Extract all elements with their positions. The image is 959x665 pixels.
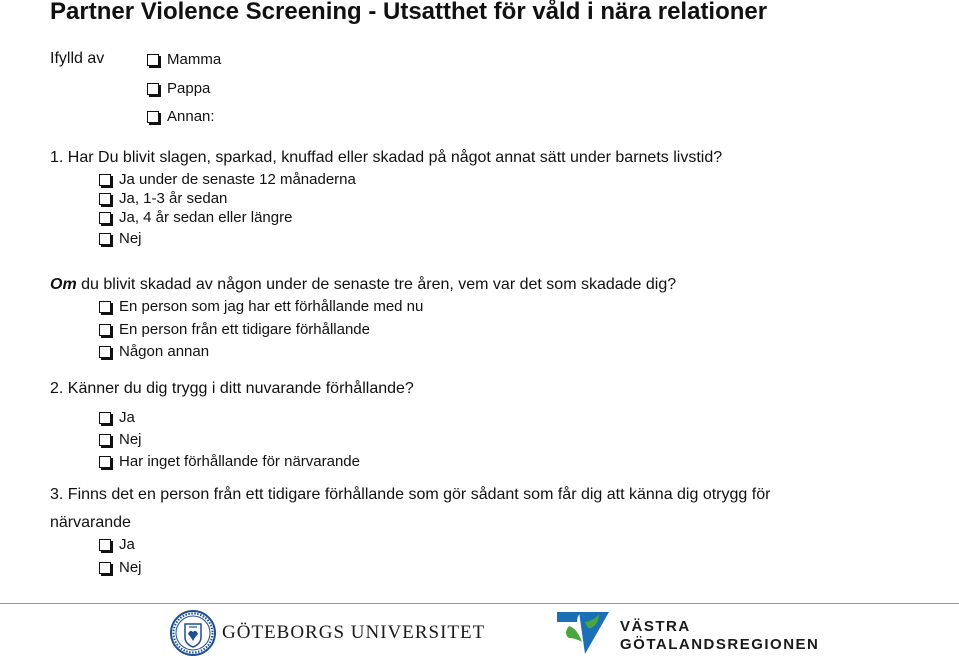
q2-option-3[interactable] [99, 453, 360, 470]
option-label: En person som jag har ett förhållande med nu [119, 298, 424, 315]
option-label: Nej [119, 230, 142, 247]
question-3-line-1: 3. Finns det en person från ett tidigare förhållande som gör sådant som får dig att känna dig otrygg för [50, 486, 771, 503]
question-1b-emphasis: Om [50, 276, 77, 293]
option-label: Nej [119, 559, 142, 576]
q1-option-3[interactable] [99, 209, 292, 226]
filled-by-option-annan[interactable] [147, 108, 215, 125]
checkbox[interactable] [99, 434, 111, 446]
gu-seal-logo [170, 610, 216, 656]
q1b-option-3[interactable] [99, 343, 209, 360]
question-1: 1. Har Du blivit slagen, sparkad, knuffad eller skadad på något annat sätt under barnets livstid? [50, 149, 723, 166]
option-label: Ja [119, 409, 135, 426]
question-1b [50, 276, 676, 294]
q3-option-2[interactable] [99, 559, 142, 576]
q2-option-1[interactable] [99, 409, 135, 426]
filled-by-option-mamma[interactable] [147, 51, 221, 68]
q1-option-4[interactable] [99, 230, 142, 247]
checkbox[interactable] [99, 212, 111, 224]
q1b-option-2[interactable] [99, 321, 370, 338]
checkbox[interactable] [99, 412, 111, 424]
option-label: Nej [119, 431, 142, 448]
q2-option-2[interactable] [99, 431, 142, 448]
checkbox[interactable] [99, 233, 111, 245]
q3-option-1[interactable] [99, 536, 135, 553]
option-label: Annan: [167, 108, 215, 125]
option-label: Någon annan [119, 343, 210, 360]
checkbox[interactable] [147, 54, 159, 66]
vgr-name-line-1: VÄSTRA [620, 618, 691, 635]
option-label: En person från ett tidigare förhållande [119, 321, 370, 338]
filled-by-label: Ifylld av [50, 50, 105, 67]
checkbox[interactable] [99, 539, 111, 551]
q1b-option-1[interactable] [99, 298, 423, 315]
option-label: Ja, 4 år sedan eller längre [119, 209, 293, 226]
option-label: Pappa [167, 80, 211, 97]
checkbox[interactable] [99, 301, 111, 313]
footer-divider [0, 603, 959, 604]
checkbox[interactable] [99, 193, 111, 205]
checkbox[interactable] [99, 562, 111, 574]
checkbox[interactable] [99, 324, 111, 336]
vgr-logo [555, 608, 611, 660]
page-title: Partner Violence Screening - Utsatthet för våld i nära relationer [50, 0, 768, 25]
option-label: Ja, 1-3 år sedan [119, 190, 228, 207]
checkbox[interactable] [99, 174, 111, 186]
option-label: Ja under de senaste 12 månaderna [119, 171, 356, 188]
checkbox[interactable] [99, 346, 111, 358]
checkbox[interactable] [147, 111, 159, 123]
checkbox[interactable] [147, 83, 159, 95]
q1-option-2[interactable] [99, 190, 227, 207]
filled-by-option-pappa[interactable] [147, 80, 210, 97]
option-label: Ja [119, 536, 135, 553]
question-3-line-2: närvarande [50, 514, 131, 531]
question-2: 2. Känner du dig trygg i ditt nuvarande förhållande? [50, 380, 414, 397]
checkbox[interactable] [99, 456, 111, 468]
question-1b-text: du blivit skadad av någon under de senaste tre åren, vem var det som skadade dig? [76, 276, 677, 293]
q1-option-1[interactable] [99, 171, 356, 188]
gu-name: GÖTEBORGS UNIVERSITET [222, 622, 486, 643]
vgr-name-line-2: GÖTALANDSREGIONEN [620, 636, 820, 653]
option-label: Mamma [167, 51, 222, 68]
option-label: Har inget förhållande för närvarande [119, 453, 360, 470]
